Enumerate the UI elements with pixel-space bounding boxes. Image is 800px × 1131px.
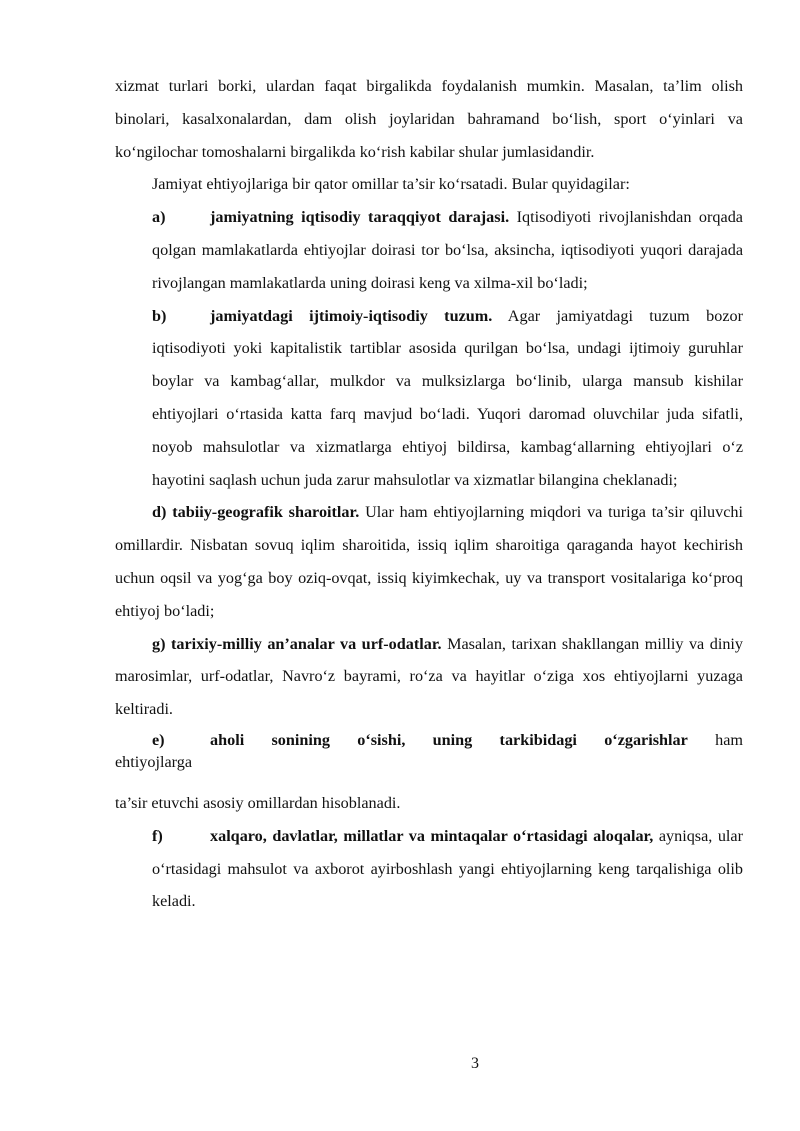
list-marker: a)	[152, 208, 166, 227]
list-item-e-continuation: ehtiyojlarga	[115, 752, 193, 771]
list-item-title: jamiyatdagi ijtimoiy-iqtisodiy tuzum.	[210, 306, 493, 325]
list-item-text: ham	[687, 730, 743, 749]
list-item-a	[115, 201, 743, 299]
list-item-f	[115, 820, 743, 918]
list-item-title: tarixiy-milliy an’analar va urf-odatlar.	[171, 634, 442, 653]
list-item-text: Ular ham ehtiyojlarning miqdori va turiga ta’sir qiluvchi omillardir. Nisbatan sovuq iqlim sharoitida, issiq iqlim sharoitiga qaraganda hayot kechirish uchun oqsil va yog‘ga boy oziq-ovqat, issiq kiyimkechak, uy va transport vositalariga ko‘proq ehtiyoj bo‘ladi;	[115, 503, 743, 620]
list-item-text: Iqtisodiyoti rivojlanishdan orqada qolgan mamlakatlarda ehtiyojlar doirasi tor bo‘lsa, aksincha, iqtisodiyoti yuqori darajada rivojlangan mamlakatlarda uning doirasi keng va xilma-xil bo‘ladi;	[152, 208, 743, 292]
list-item-e	[115, 726, 743, 751]
list-item-d	[115, 496, 743, 627]
list-item-b	[115, 300, 743, 497]
page-number: 3	[471, 1055, 479, 1072]
list-item-title: tabiiy-geografik sharoitlar.	[172, 503, 360, 522]
paragraph-intro: xizmat turlari borki, ulardan faqat birgalikda foydalanish mumkin. Masalan, ta’lim olish binolari, kasalxonalardan, dam olish joylaridan bahramand bo‘lish, sport o‘yinlari va ko‘ngilochar tomoshalarni birgalikda ko‘rish kabilar shular jumlasidandir.	[115, 77, 743, 161]
list-item-e-after: ta’sir etuvchi asosiy omillardan hisoblanadi.	[115, 793, 401, 812]
list-item-g	[115, 628, 743, 726]
list-item-text: Masalan, tarixan shakllangan milliy va diniy marosimlar, urf-odatlar, Navro‘z bayrami, ro‘za va hayitlar o‘ziga xos ehtiyojlarni yuzaga keltiradi.	[115, 634, 744, 719]
list-item-text: ayniqsa, ular o‘rtasidagi mahsulot va axborot ayirboshlash yangi ehtiyojlarning keng tarqalishiga olib keladi.	[152, 826, 743, 911]
paragraph-factors-intro: Jamiyat ehtiyojlariga bir qator omillar ta’sir ko‘rsatadi. Bular quyidagilar:	[152, 175, 630, 194]
list-marker: b)	[152, 306, 167, 325]
list-item-title: xalqaro, davlatlar, millatlar va mintaqalar o‘rtasidagi aloqalar,	[210, 826, 654, 845]
list-marker: d)	[152, 503, 167, 522]
list-item-text: Agar jamiyatdagi tuzum bozor iqtisodiyoti yoki kapitalistik tartiblar asosida qurilgan bo‘lsa, undagi ijtimoiy guruhlar boylar va kambag‘allar, mulkdor va mulksizlarga bo‘linib, ularga mansub kishilar ehtiyojlari o‘rtasida katta farq mavjud bo‘ladi. Yuqori daromad oluvchilar juda sifatli, noyob mahsulotlar va xizmatlarga ehtiyoj bildirsa, kambag‘allarning ehtiyojlari o‘z hayotini saqlash uchun juda zarur mahsulotlar va xizmatlar bilangina cheklanadi;	[152, 306, 744, 489]
list-item-title: jamiyatning iqtisodiy taraqqiyot darajasi.	[210, 208, 510, 227]
list-marker: g)	[152, 634, 166, 653]
list-marker: f)	[152, 826, 163, 845]
document-page	[115, 70, 743, 918]
list-item-title: aholi sonining o‘sishi, uning tarkibidagi o‘zgarishlar	[210, 730, 688, 749]
list-marker: e)	[152, 730, 165, 749]
